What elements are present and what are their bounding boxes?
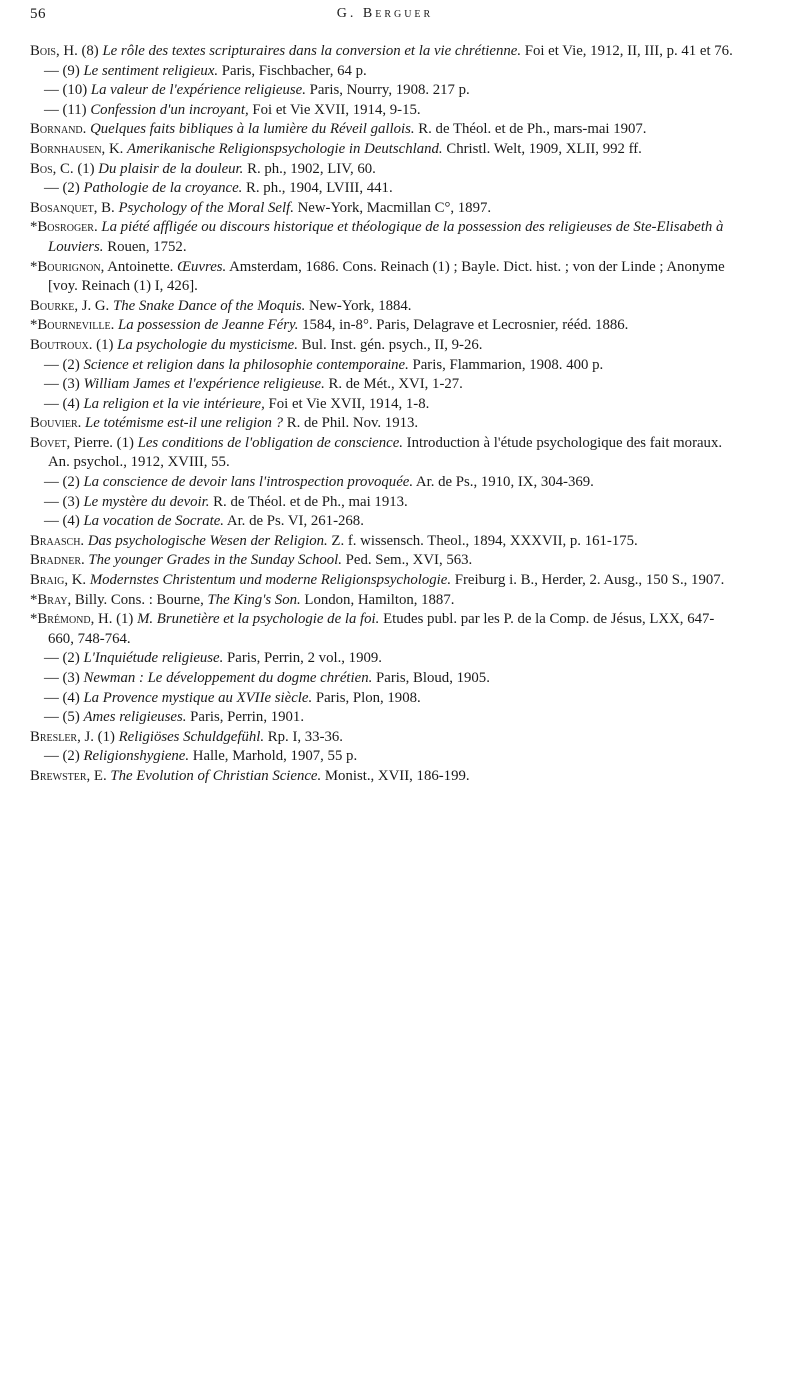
entry-details: New-York, Macmillan C°, 1897. [293,199,492,216]
bibliography-entry [30,101,736,121]
bibliography-entry [30,414,736,434]
bibliography-entry [30,258,736,297]
entry-author: Bresler, [30,728,81,745]
entry-prefix: — (2) [44,748,84,765]
entry-title: Religiöses Schuldgefühl. [118,728,265,745]
entry-title: L'Inquiétude religieuse. [83,650,224,667]
entry-title: Le rôle des textes scripturaires dans la conversion et la vie chrétienne. [102,43,522,59]
entry-author: Bornand. [30,121,87,138]
entry-prefix: Antoinette. [104,258,178,275]
entry-title: The younger Grades in the Sunday School. [88,552,342,569]
bibliography-entry [30,218,736,257]
entry-author: *Bray, [30,591,72,608]
entry-prefix: — (5) [44,709,84,726]
entry-title: La vocation de Socrate. [83,513,224,530]
entry-title: La piété affligée ou discours historique et théologique de la possession des religieuses de Ste-Elisabeth à Louviers. [48,219,724,255]
bibliography-entry [30,747,736,767]
entry-author: Bos, C. [30,160,74,177]
entry-details: 1584, in-8°. Paris, Delagrave et Lecrosnier, rééd. 1886. [298,317,629,334]
entry-author: Bois, H. [30,43,78,59]
bibliography-entry [30,375,736,395]
bibliography-entry [30,571,736,591]
entry-details: Bul. Inst. gén. psych., II, 9-26. [297,336,483,353]
entry-title: Das psychologische Wesen der Religion. [87,532,328,549]
entry-details: Ar. de Ps. VI, 261-268. [224,513,364,530]
bibliography-entry [30,689,736,709]
entry-prefix: — (11) [44,101,91,118]
entry-details: Introduction à l'étude psychologique des fait moraux. An. psychol., 1912, XVIII, 55. [48,434,723,471]
entry-details: Ped. Sem., XVI, 563. [341,552,473,569]
entry-details: Ar. de Ps., 1910, IX, 304-369. [413,474,594,491]
entry-details: Amsterdam, 1686. Cons. Reinach (1) ; Bayle. Dict. hist. ; von der Linde ; Anonyme [voy. Reinach (1) I, 426]. [48,258,725,295]
entry-details: Foi et Vie XVII, 1914, 9-15. [248,101,421,118]
entry-details: Monist., XVII, 186-199. [321,767,470,784]
bibliography-entry [30,179,736,199]
entry-prefix: — (4) [44,513,84,530]
bibliography-entry [30,493,736,513]
entry-author: *Brémond, [30,611,95,628]
entry-author: Bradner. [30,552,85,569]
entry-author: Bornhausen, K. [30,140,124,157]
entry-title: The Snake Dance of the Moquis. [112,297,306,314]
entry-prefix: — (2) [44,474,84,491]
entry-prefix: H. (1) [94,611,138,628]
entry-details: Foi et Vie, 1912, II, III, p. 41 et 76. [521,43,733,59]
entry-author: Bourke, [30,297,79,314]
entry-details: Paris, Perrin, 1901. [186,709,305,726]
entry-prefix: J. (1) [80,728,119,745]
page-number: 56 [30,6,46,22]
entry-prefix: K. [68,572,90,589]
bibliography-entry [30,708,736,728]
entry-details: Halle, Marhold, 1907, 55 p. [189,748,358,765]
entry-details: R. de Phil. Nov. 1913. [283,415,419,432]
entry-prefix: — (9) [44,62,84,79]
bibliography-entry [30,767,736,787]
bibliography-entry [30,42,736,62]
entry-details: Etudes publ. par les P. de la Comp. de Jésus, LXX, 647-660, 748-764. [48,611,715,647]
entry-author: *Bourneville. [30,317,115,334]
entry-prefix: — (4) [44,689,84,706]
entry-title: Modernstes Christentum und moderne Religionspsychologie. [89,572,452,589]
entry-author: Bosanquet, B. [30,199,115,216]
entry-details: Paris, Flammarion, 1908. 400 p. [408,356,604,373]
entry-author: Braig, [30,572,69,589]
bibliography-entry [30,395,736,415]
entry-title: La conscience de devoir lans l'introspection provoquée. [83,474,414,491]
entry-details: New-York, 1884. [305,297,412,314]
bibliography-entry [30,591,736,611]
entry-author: Bouvier. [30,415,82,432]
entry-title: Psychology of the Moral Self. [118,199,294,216]
entry-details: Z. f. wissensch. Theol., 1894, XXXVII, p. 161-175. [327,532,638,549]
entry-title: Les conditions de l'obligation de conscience. [137,434,403,451]
bibliography-entry [30,649,736,669]
bibliography-entry [30,610,736,649]
bibliography-entry [30,316,736,336]
entry-prefix: — (10) [44,82,91,99]
bibliography-entry [30,512,736,532]
entry-details: Paris, Nourry, 1908. 217 p. [305,82,470,99]
entry-author: Braasch. [30,532,85,549]
entry-title: La Provence mystique au XVIIe siècle. [83,689,313,706]
entry-prefix: (1) [73,160,99,177]
entry-title: Amerikanische Religionspsychologie in Deutschland. [127,140,443,157]
entry-prefix: — (4) [44,395,84,412]
entry-details: R. ph., 1904, LVIII, 441. [242,180,393,197]
entry-details: Foi et Vie XVII, 1914, 1-8. [264,395,430,412]
entry-details: London, Hamilton, 1887. [300,591,455,608]
entry-details: Freiburg i. B., Herder, 2. Ausg., 150 S., 1907. [451,572,725,589]
bibliography-entry [30,356,736,376]
bibliography-entry [30,62,736,82]
entry-title: The King's Son. [207,591,301,608]
bibliography-entry [30,551,736,571]
entry-title: Confession d'un incroyant, [90,101,249,118]
entry-prefix: — (3) [44,376,84,393]
bibliography-list [30,42,736,787]
entry-prefix: (8) [77,43,103,59]
entry-details: Paris, Perrin, 2 vol., 1909. [223,650,382,667]
entry-details: R. de Théol. et de Ph., mars-mai 1907. [414,121,647,138]
entry-title: Science et religion dans la philosophie contemporaine. [83,356,409,373]
entry-author: Bovet, [30,434,71,451]
entry-prefix: — (2) [44,650,84,667]
bibliography-entry [30,473,736,493]
entry-title: M. Brunetière et la psychologie de la foi. [137,611,380,628]
entry-prefix: Pierre. (1) [70,434,138,451]
entry-prefix: — (3) [44,670,84,686]
entry-prefix: J. G. [78,297,113,314]
entry-details: Rp. I, 33-36. [264,728,344,745]
bibliography-entry [30,160,736,180]
entry-prefix: Billy. Cons. : Bourne, [71,591,208,608]
entry-details: Paris, Bloud, 1905. [372,670,490,686]
entry-title: Religionshygiene. [83,748,190,765]
entry-title: Le sentiment religieux. [83,62,219,79]
entry-prefix: E. [90,767,111,784]
running-head: G. Berguer [336,6,434,21]
entry-title: The Evolution of Christian Science. [110,767,322,784]
bibliography-entry [30,297,736,317]
entry-title: Le mystère du devoir. [83,493,210,510]
entry-prefix: — (2) [44,356,84,373]
bibliography-entry [30,199,736,219]
entry-title: Quelques faits bibliques à la lumière du Réveil gallois. [90,121,415,138]
entry-author: Brewster, [30,767,91,784]
bibliography-entry [30,728,736,748]
entry-title: La possession de Jeanne Féry. [118,317,299,334]
bibliography-entry [30,336,736,356]
entry-author: *Bosroger. [30,219,98,236]
entry-details: R. de Théol. et de Ph., mai 1913. [209,493,408,510]
entry-details: Paris, Plon, 1908. [312,689,421,706]
page-header [30,6,740,32]
entry-details: R. de Mét., XVI, 1-27. [324,376,463,393]
entry-author: *Bourignon, [30,258,105,275]
bibliography-entry [30,532,736,552]
entry-title: Pathologie de la croyance. [83,180,243,197]
entry-title: La religion et la vie intérieure, [83,395,265,412]
entry-title: Le totémisme est-il une religion ? [85,415,283,432]
entry-details: Rouen, 1752. [103,238,187,255]
bibliography-entry [30,669,736,689]
entry-title: Œuvres. [177,258,227,275]
entry-details: Paris, Fischbacher, 64 p. [218,62,367,79]
bibliography-entry [30,140,736,160]
bibliography-entry [30,81,736,101]
entry-title: William James et l'expérience religieuse. [83,376,325,393]
entry-title: Newman : Le développement du dogme chrétien. [83,670,373,686]
entry-title: La valeur de l'expérience religieuse. [90,82,306,99]
bibliography-entry [30,120,736,140]
entry-author: Boutroux. [30,336,93,353]
entry-prefix: — (2) [44,180,84,197]
entry-title: La psychologie du mysticisme. [117,336,298,353]
entry-title: Du plaisir de la douleur. [98,160,244,177]
entry-details: R. ph., 1902, LIV, 60. [243,160,376,177]
bibliography-entry [30,434,736,473]
entry-title: Ames religieuses. [83,709,187,726]
entry-prefix: — (3) [44,493,84,510]
entry-prefix: (1) [92,336,118,353]
entry-details: Christl. Welt, 1909, XLII, 992 ff. [442,140,642,157]
